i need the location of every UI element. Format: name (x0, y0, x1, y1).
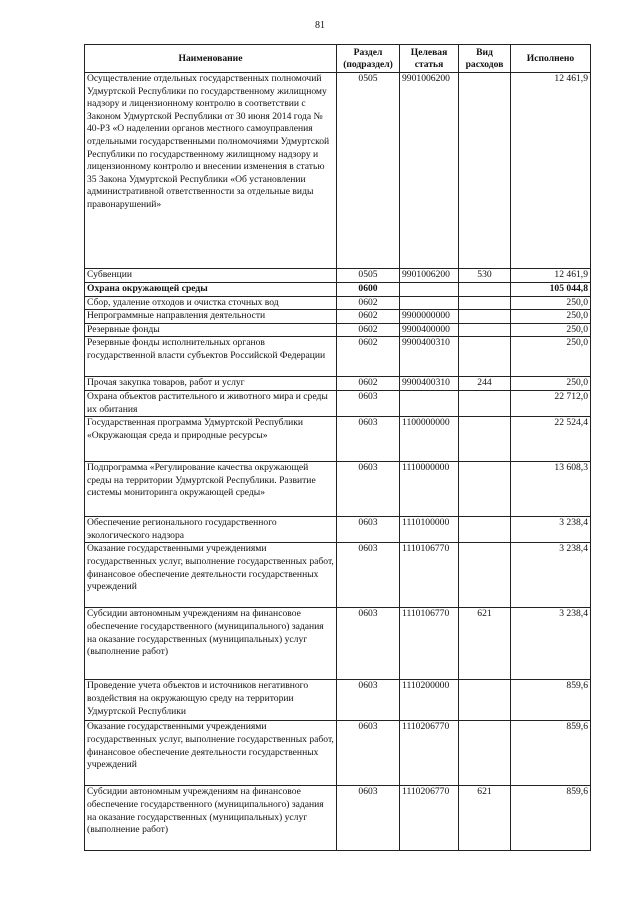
cell-vid: 621 (459, 608, 511, 680)
cell-target: 1110100000 (400, 517, 459, 543)
table-row (85, 462, 591, 517)
cell-target: 9900400310 (400, 337, 459, 377)
cell-name: Субсидии автономным учреждениям на финансовое обеспечение государственного (муниципального) задания на оказание государственных (муниципальных) услуг (выполнение работ) (85, 786, 337, 851)
table-row (85, 323, 591, 337)
cell-amount: 250,0 (511, 337, 591, 377)
cell-vid (459, 417, 511, 462)
cell-section: 0602 (337, 377, 400, 391)
table-header-row (85, 45, 591, 73)
cell-section: 0600 (337, 283, 400, 297)
cell-section: 0505 (337, 269, 400, 283)
table-row (85, 337, 591, 377)
header-section: Раздел (подраздел) (337, 45, 400, 73)
table-row (85, 680, 591, 721)
cell-section: 0602 (337, 323, 400, 337)
cell-vid (459, 310, 511, 324)
table-row (85, 310, 591, 324)
cell-section: 0602 (337, 296, 400, 310)
cell-amount: 859,6 (511, 680, 591, 721)
cell-amount: 3 238,4 (511, 543, 591, 608)
cell-name: Сбор, удаление отходов и очистка сточных вод (85, 296, 337, 310)
cell-amount: 12 461,9 (511, 269, 591, 283)
cell-vid (459, 283, 511, 297)
table-row (85, 608, 591, 680)
cell-amount: 22 712,0 (511, 390, 591, 416)
cell-target: 1110106770 (400, 543, 459, 608)
cell-target (400, 296, 459, 310)
cell-amount: 3 238,4 (511, 608, 591, 680)
cell-amount: 105 044,8 (511, 283, 591, 297)
cell-amount: 3 238,4 (511, 517, 591, 543)
cell-target (400, 283, 459, 297)
cell-section: 0603 (337, 786, 400, 851)
cell-target: 9901006200 (400, 73, 459, 269)
cell-section: 0603 (337, 390, 400, 416)
cell-vid (459, 517, 511, 543)
cell-name: Проведение учета объектов и источников негативного воздействия на окружающую среду на территории Удмуртской Республики (85, 680, 337, 721)
cell-target: 9900000000 (400, 310, 459, 324)
cell-vid (459, 296, 511, 310)
cell-target: 1110206770 (400, 721, 459, 786)
header-name: Наименование (85, 45, 337, 73)
table-row (85, 721, 591, 786)
cell-target: 9900400000 (400, 323, 459, 337)
cell-target: 9900400310 (400, 377, 459, 391)
cell-name: Субсидии автономным учреждениям на финансовое обеспечение государственного (муниципального) задания на оказание государственных (муниципальных) услуг (выполнение работ) (85, 608, 337, 680)
cell-vid (459, 337, 511, 377)
table-row (85, 377, 591, 391)
cell-name: Оказание государственными учреждениями государственных услуг, выполнение государственных работ, финансовое обеспечение деятельности государственных учреждений (85, 721, 337, 786)
cell-amount: 12 461,9 (511, 73, 591, 269)
cell-section: 0603 (337, 680, 400, 721)
cell-name: Государственная программа Удмуртской Республики «Окружающая среда и природные ресурсы» (85, 417, 337, 462)
cell-section: 0603 (337, 462, 400, 517)
cell-section: 0603 (337, 417, 400, 462)
cell-vid (459, 390, 511, 416)
cell-amount: 22 524,4 (511, 417, 591, 462)
cell-name: Обеспечение регионального государственного экологического надзора (85, 517, 337, 543)
page-number: 81 (315, 20, 325, 31)
table-row (85, 296, 591, 310)
cell-amount: 250,0 (511, 296, 591, 310)
cell-name: Субвенции (85, 269, 337, 283)
cell-amount: 859,6 (511, 721, 591, 786)
cell-section: 0602 (337, 310, 400, 324)
cell-vid (459, 721, 511, 786)
cell-amount: 13 608,3 (511, 462, 591, 517)
header-target: Целевая статья (400, 45, 459, 73)
cell-section: 0603 (337, 721, 400, 786)
cell-name: Резервные фонды исполнительных органов государственной власти субъектов Российской Федерации (85, 337, 337, 377)
cell-name: Оказание государственными учреждениями государственных услуг, выполнение государственных работ, финансовое обеспечение деятельности государственных учреждений (85, 543, 337, 608)
cell-target: 1110000000 (400, 462, 459, 517)
table-row (85, 543, 591, 608)
cell-vid (459, 543, 511, 608)
cell-section: 0603 (337, 543, 400, 608)
table-row (85, 283, 591, 297)
cell-amount: 859,6 (511, 786, 591, 851)
cell-section: 0603 (337, 517, 400, 543)
cell-vid (459, 323, 511, 337)
table-row (85, 417, 591, 462)
cell-name: Охрана объектов растительного и животного мира и среды их обитания (85, 390, 337, 416)
table-row (85, 786, 591, 851)
cell-vid: 621 (459, 786, 511, 851)
cell-name: Непрограммные направления деятельности (85, 310, 337, 324)
cell-name: Прочая закупка товаров, работ и услуг (85, 377, 337, 391)
cell-amount: 250,0 (511, 310, 591, 324)
cell-name: Осуществление отдельных государственных полномочий Удмуртской Республики по государственному жилищному надзору и лицензионному контролю в соответствии с Законом Удмуртской Республики от 30 июня 2014 года № 40-РЗ «О наделении органов местного самоуправления отдельными государственными полномочиями Удмуртской Республики по государственному жилищному надзору и лицензионному контролю и внесении изменения в статью 35 Закона Удмуртской Республики «Об установлении административной ответственности за отдельные виды правонарушений» (85, 73, 337, 269)
cell-name: Подпрограмма «Регулирование качества окружающей среды на территории Удмуртской Республики. Развитие системы мониторинга окружающей среды» (85, 462, 337, 517)
cell-name: Резервные фонды (85, 323, 337, 337)
cell-vid: 244 (459, 377, 511, 391)
budget-table (84, 44, 591, 851)
cell-target (400, 390, 459, 416)
table-body (85, 73, 591, 851)
header-vid: Вид расходов (459, 45, 511, 73)
table-row (85, 269, 591, 283)
table-row (85, 390, 591, 416)
cell-name: Охрана окружающей среды (85, 283, 337, 297)
header-amount: Исполнено (511, 45, 591, 73)
cell-vid: 530 (459, 269, 511, 283)
cell-target: 9901006200 (400, 269, 459, 283)
cell-target: 1110200000 (400, 680, 459, 721)
table-row (85, 73, 591, 269)
cell-vid (459, 73, 511, 269)
cell-section: 0603 (337, 608, 400, 680)
cell-section: 0602 (337, 337, 400, 377)
cell-section: 0505 (337, 73, 400, 269)
cell-target: 1110106770 (400, 608, 459, 680)
cell-amount: 250,0 (511, 377, 591, 391)
cell-vid (459, 680, 511, 721)
cell-vid (459, 462, 511, 517)
cell-target: 1110206770 (400, 786, 459, 851)
cell-target: 1100000000 (400, 417, 459, 462)
table-row (85, 517, 591, 543)
cell-amount: 250,0 (511, 323, 591, 337)
